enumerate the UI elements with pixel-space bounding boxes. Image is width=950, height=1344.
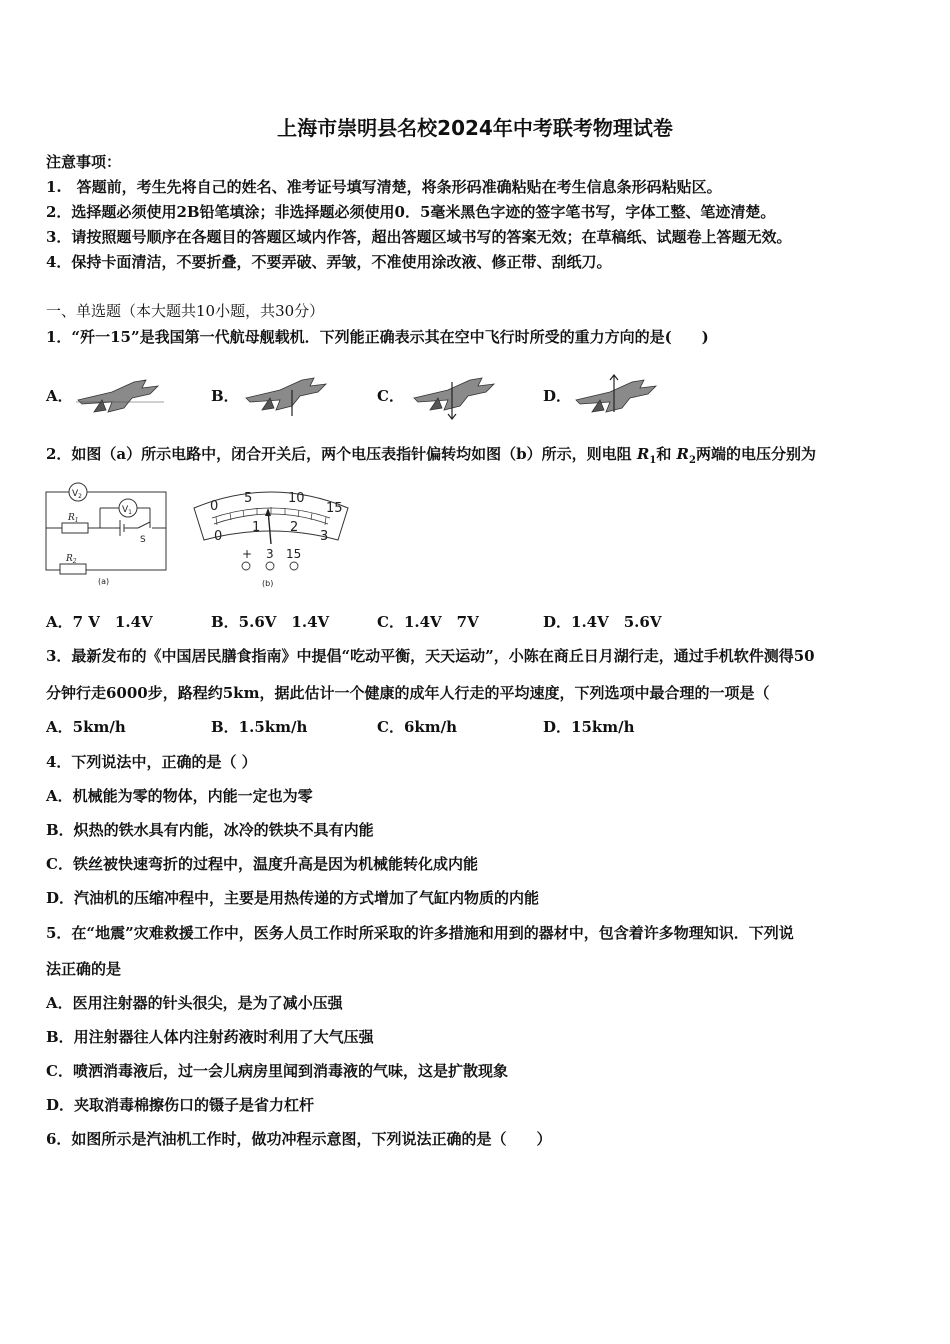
q4-stem: 4．下列说法中，正确的是（ ）: [46, 753, 257, 771]
bottom-scale-label: 0: [214, 529, 223, 544]
q1-jet-a-image: [72, 372, 167, 420]
q3-option-d: D．15km/h: [543, 718, 635, 736]
q1-jet-c-image: [408, 372, 503, 420]
page-title: 上海市崇明县名校2024年中考联考物理试卷: [277, 116, 673, 140]
terminal-label: 3: [266, 547, 274, 561]
q3-stem-line1: 3．最新发布的《中国居民膳食指南》中提倡“吃动平衡，天天运动”，小陈在商丘日月湖行走，通过手机软件测得50: [46, 647, 815, 665]
q2-option-c: C．1.4V 7V: [377, 613, 479, 631]
terminal-label: 15: [286, 547, 302, 561]
q3-option-c: C．6km/h: [377, 718, 458, 736]
r1-label: $R_1$: [68, 513, 79, 524]
q2-voltmeter-figure: [186, 480, 356, 592]
q5-stem-line1: 5．在“地震”灾难救援工作中，医务人员工作时所采取的许多措施和用到的器材中，包含着许多物理知识．下列说: [46, 924, 794, 942]
q3-stem-line2: 分钟行走6000步，路程约5km，据此估计一个健康的成年人行走的平均速度，下列选项中最合理的一项是（: [46, 684, 770, 702]
q1-option-b-label: B．: [211, 387, 239, 405]
bottom-scale-label: 1: [252, 520, 261, 535]
q5-stem-line2: 法正确的是: [46, 960, 122, 978]
q1-option-c-label: C．: [377, 387, 404, 405]
q4-option-b: B．炽热的铁水具有内能，冰冷的铁块不具有内能: [46, 821, 374, 839]
notice-item: 2．选择题必须使用2B铅笔填涂；非选择题必须使用0．5毫米黑色字迹的签字笔书写，字体工整、笔迹清楚。: [46, 203, 776, 221]
q1-jet-d-image: [570, 372, 665, 420]
top-scale-label: 0: [210, 499, 219, 514]
q4-option-d: D．汽油机的压缩冲程中，主要是用热传递的方式增加了气缸内物质的内能: [46, 889, 540, 907]
bottom-scale-label: 3: [320, 529, 329, 544]
bottom-scale-label: 2: [290, 520, 299, 535]
q5-option-d: D．夹取消毒棉擦伤口的镊子是省力杠杆: [46, 1096, 315, 1114]
top-scale-label: 10: [288, 491, 305, 506]
notice-item: 3．请按照题号顺序在各题目的答题区域内作答，超出答题区域书写的答案无效；在草稿纸、试题卷上答题无效。: [46, 228, 792, 246]
q5-option-b: B．用注射器往人体内注射药液时利用了大气压强: [46, 1028, 374, 1046]
q5-option-c: C．喷洒消毒液后，过一会儿病房里闻到消毒液的气味，这是扩散现象: [46, 1062, 508, 1080]
q1-stem: 1．“歼一15”是我国第一代航母舰载机．下列能正确表示其在空中飞行时所受的重力方向的是( ): [46, 328, 709, 346]
notice-item: 4．保持卡面清洁，不要折叠，不要弄破、弄皱，不准使用涂改液、修正带、刮纸刀。: [46, 253, 612, 271]
notice-item: 1. 答题前，考生先将自己的姓名、准考证号填写清楚，将条形码准确粘贴在考生信息条形码粘贴区。: [46, 178, 722, 196]
top-scale-label: 15: [326, 501, 343, 516]
q2-stem: 2．如图（a）所示电路中，闭合开关后，两个电压表指针偏转均如图（b）所示，则电阻 $R_1$和 $R_2$两端的电压分别为: [46, 445, 816, 466]
q6-stem: 6．如图所示是汽油机工作时，做功冲程示意图，下列说法正确的是（ ）: [46, 1130, 552, 1148]
v1-label: $V_1$: [122, 505, 132, 516]
q2-option-a: A．7 V 1.4V: [46, 613, 153, 631]
q1-option-d-label: D．: [543, 387, 572, 405]
q3-option-a: A．5km/h: [46, 718, 126, 736]
q1-option-a-label: A．: [46, 387, 73, 405]
q2-option-d: D．1.4V 5.6V: [543, 613, 662, 631]
notice-heading: 注意事项：: [46, 153, 122, 171]
v2-label: $V_2$: [72, 489, 82, 500]
top-scale-label: 5: [244, 491, 253, 506]
q5-option-a: A．医用注射器的针头很尖，是为了减小压强: [46, 994, 343, 1012]
q3-option-b: B．1.5km/h: [211, 718, 308, 736]
switch-label: S: [140, 535, 146, 545]
q2-option-b: B．5.6V 1.4V: [211, 613, 330, 631]
section-heading: 一、单选题（本大题共10小题，共30分）: [46, 302, 325, 320]
q4-option-a: A．机械能为零的物体，内能一定也为零: [46, 787, 313, 805]
r2-label: $R_2$: [66, 554, 77, 565]
terminal-label: +: [242, 547, 253, 561]
figure-a-caption: (a): [98, 577, 110, 586]
q1-jet-b-image: [240, 372, 335, 420]
q4-option-c: C．铁丝被快速弯折的过程中，温度升高是因为机械能转化成内能: [46, 855, 478, 873]
q2-circuit-figure: [40, 480, 175, 590]
figure-b-caption: (b): [262, 579, 274, 588]
